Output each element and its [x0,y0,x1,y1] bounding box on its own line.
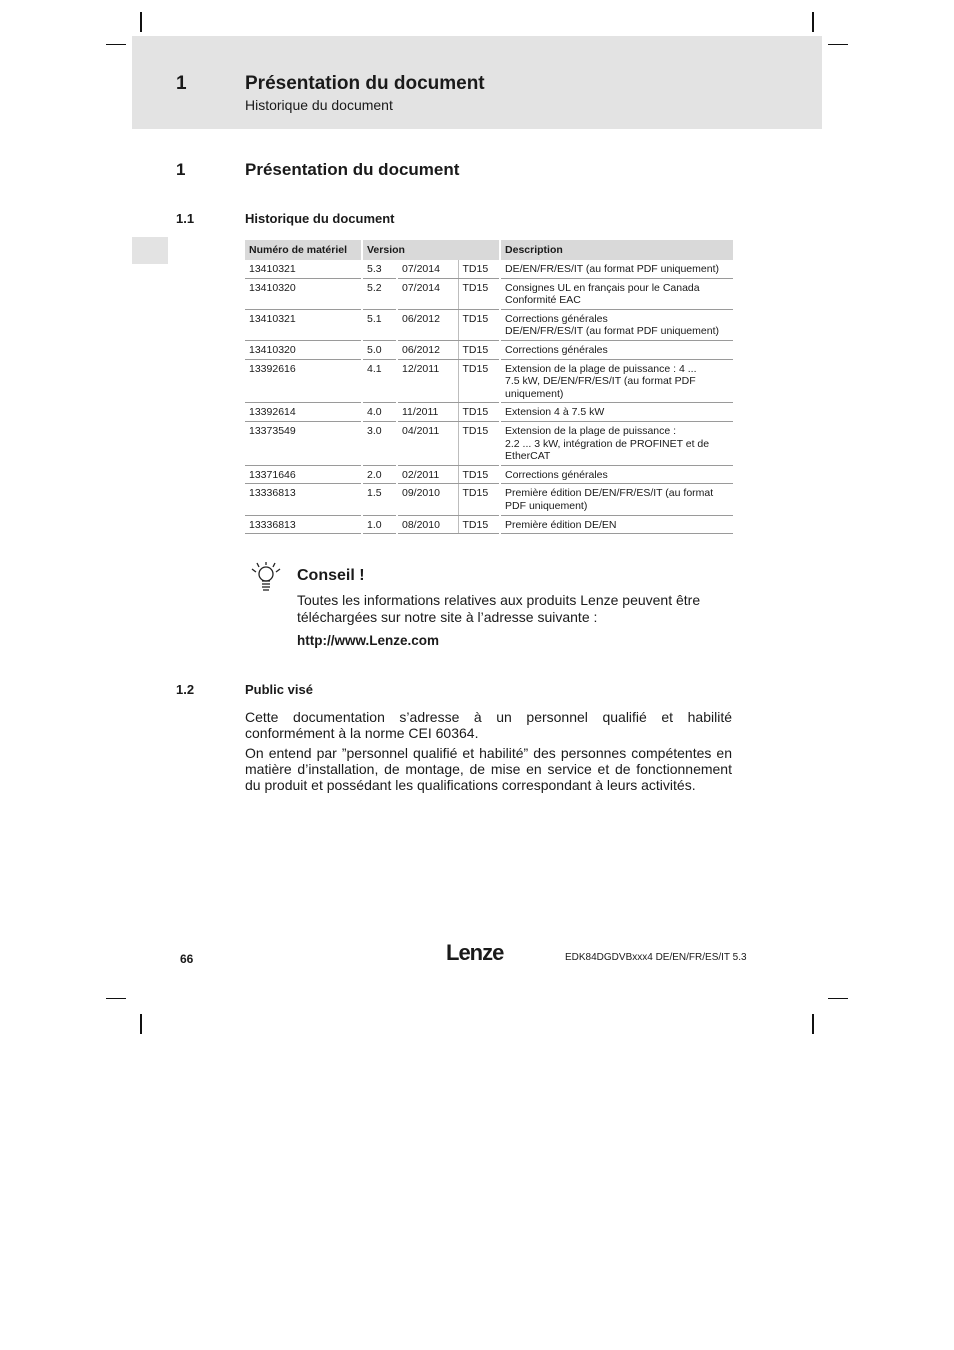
tip-title: Conseil ! [297,567,365,584]
cell-description: Corrections générales [500,340,733,359]
cell-version: 1.0 [362,515,397,534]
cell-description: Consignes UL en français pour le Canada Conformité EAC [500,278,733,309]
cell-material: 13336813 [245,515,362,534]
cell-date: 07/2014 [397,278,458,309]
cell-td: TD15 [458,340,500,359]
cell-material: 13410320 [245,278,362,309]
cell-version: 5.3 [362,260,397,278]
section-number: 1 [176,160,186,179]
cell-material: 13410321 [245,309,362,340]
chapter-title: Présentation du document [245,73,485,94]
subsection-title: Historique du document [245,211,395,226]
cell-date: 12/2011 [397,359,458,403]
cell-date: 04/2011 [397,421,458,465]
cell-date: 06/2012 [397,340,458,359]
audience-paragraph: Cette documentation s’adresse à un personnel qualifié et habilité conformément à la norme CEI 60364. [245,709,732,741]
crop-mark [106,998,126,999]
crop-mark [812,1014,814,1034]
cell-version: 2.0 [362,465,397,484]
header-version: Version [362,240,500,260]
crop-mark [140,1014,142,1034]
cell-version: 4.1 [362,359,397,403]
lenze-logo: Lenze [446,940,504,965]
cell-description: Première édition DE/EN [500,515,733,534]
subsection-number: 1.2 [176,682,195,697]
subsection-number: 1.1 [176,211,195,226]
header-description: Description [500,240,733,260]
cell-date: 06/2012 [397,309,458,340]
cell-date: 02/2011 [397,465,458,484]
table-row [245,403,733,422]
history-table [245,240,733,534]
cell-description: Extension 4 à 7.5 kW [500,403,733,422]
cell-td: TD15 [458,278,500,309]
cell-description: Première édition DE/EN/FR/ES/IT (au format PDF uniquement) [500,484,733,515]
cell-material: 13392614 [245,403,362,422]
cell-description: Extension de la plage de puissance : 2.2 ... 3 kW, intégration de PROFINET et de EtherCAT [500,421,733,465]
cell-description: DE/EN/FR/ES/IT (au format PDF uniquement) [500,260,733,278]
chapter-number: 1 [176,73,187,94]
chapter-subtitle: Historique du document [245,97,393,113]
table-row [245,260,733,278]
document-reference: EDK84DGDVBxxx4 DE/EN/FR/ES/IT 5.3 [565,952,747,963]
cell-material: 13392616 [245,359,362,403]
cell-td: TD15 [458,359,500,403]
cell-td: TD15 [458,403,500,422]
table-row [245,340,733,359]
table-row [245,515,733,534]
page-number: 66 [180,952,194,966]
cell-td: TD15 [458,260,500,278]
crop-mark [106,44,126,45]
cell-version: 5.0 [362,340,397,359]
cell-version: 5.2 [362,278,397,309]
section-title: Présentation du document [245,160,460,179]
cell-description: Corrections générales DE/EN/FR/ES/IT (au format PDF uniquement) [500,309,733,340]
cell-date: 07/2014 [397,260,458,278]
cell-td: TD15 [458,421,500,465]
cell-date: 08/2010 [397,515,458,534]
cell-td: TD15 [458,515,500,534]
audience-paragraph: On entend par ”personnel qualifié et habilité” des personnes compétentes en matière d’installation, de montage, de mise en service et de fonctionnement du produit et possédant les qualifications correspondant à leurs activités. [245,745,732,793]
table-row [245,309,733,340]
cell-td: TD15 [458,484,500,515]
crop-mark [828,998,848,999]
table-row [245,465,733,484]
crop-mark [140,12,142,32]
subsection-title: Public visé [245,682,313,697]
crop-mark [828,44,848,45]
table-row [245,484,733,515]
cell-material: 13336813 [245,484,362,515]
cell-material: 13410321 [245,260,362,278]
cell-version: 4.0 [362,403,397,422]
table-row [245,359,733,403]
cell-version: 5.1 [362,309,397,340]
cell-description: Extension de la plage de puissance : 4 ... 7.5 kW, DE/EN/FR/ES/IT (au format PDF uniquement) [500,359,733,403]
table-row [245,421,733,465]
cell-description: Corrections générales [500,465,733,484]
tip-text: Toutes les informations relatives aux produits Lenze peuvent être téléchargées sur notre site à l’adresse suivante : [297,592,701,625]
cell-date: 09/2010 [397,484,458,515]
lightbulb-icon [249,561,283,593]
cell-td: TD15 [458,309,500,340]
cell-version: 3.0 [362,421,397,465]
cell-version: 1.5 [362,484,397,515]
header-material: Numéro de matériel [245,240,362,260]
cell-date: 11/2011 [397,403,458,422]
crop-mark [812,12,814,32]
table-header-row [245,240,733,260]
cell-material: 13373549 [245,421,362,465]
side-thumb-tab [132,237,168,264]
website-link[interactable]: http://www.Lenze.com [297,633,440,648]
table-row [245,278,733,309]
cell-material: 13371646 [245,465,362,484]
cell-td: TD15 [458,465,500,484]
cell-material: 13410320 [245,340,362,359]
